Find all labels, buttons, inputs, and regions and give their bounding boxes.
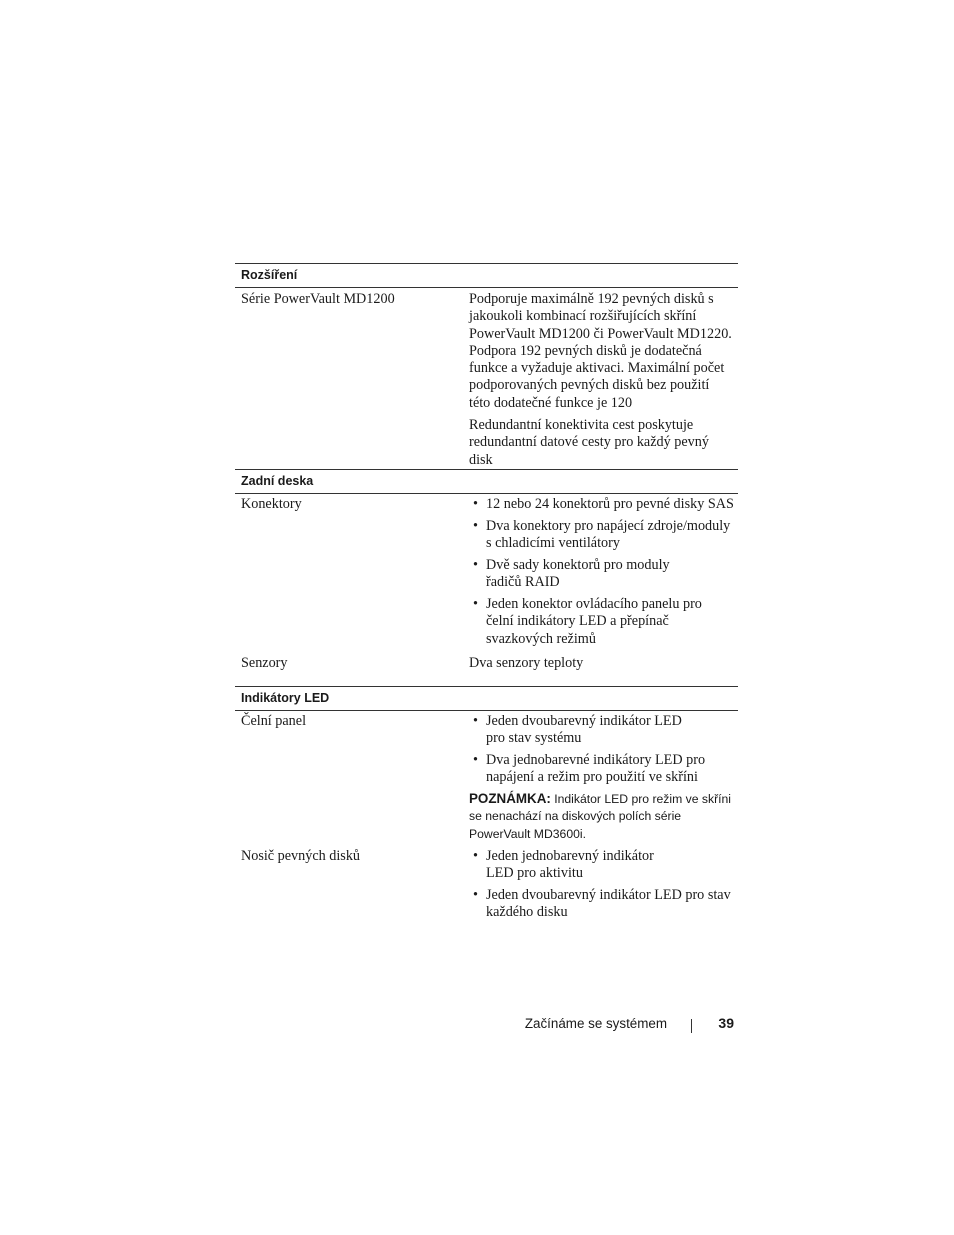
spec-row: [235, 494, 738, 652]
list-item: • Jeden dvoubarevný indikátor LED pro stav systému: [473, 713, 682, 747]
spec-value: [469, 496, 738, 652]
footer-divider: [691, 1019, 692, 1033]
spec-paragraph: Podporuje maximálně 192 pevných disků s jakoukoli kombinací rozšiřujících skříní PowerVault MD1200 či PowerVault MD1220. Podpora 192 pevných disků je dodatečná funkce a vyžaduje aktivaci. Maximální počet podporovaných pevných disků bez použití této dodatečné funkce je 120: [469, 291, 732, 411]
page-footer: [0, 1014, 954, 1036]
spec-label: Série PowerVault MD1200: [241, 291, 395, 307]
spec-value: [469, 291, 738, 474]
spec-row: [235, 288, 738, 474]
spec-label: Konektory: [241, 496, 302, 512]
spec-paragraph: Redundantní konektivita cest poskytuje redundantní datové cesty pro každý pevný disk: [469, 417, 709, 468]
list-item: • 12 nebo 24 konektorů pro pevné disky SAS: [473, 496, 734, 512]
list-item: • Dvě sady konektorů pro moduly řadičů RAID: [473, 556, 670, 591]
section-expansion: [235, 263, 738, 474]
bullet-list: [469, 848, 734, 922]
section-heading: Indikátory LED: [235, 686, 738, 711]
spec-value: [469, 713, 738, 843]
footer-title: Začínáme se systémem: [524, 1016, 667, 1031]
bullet-list: [469, 496, 734, 648]
bullet-list: [469, 713, 734, 787]
list-item: • Jeden konektor ovládacího panelu pro čelní indikátory LED a přepínač svazkových režimů: [473, 595, 702, 647]
section-heading: Rozšíření: [235, 263, 738, 288]
section-backplane: [235, 469, 738, 673]
spec-row: [235, 652, 738, 672]
spec-label: Čelní panel: [241, 713, 307, 729]
page-number: 39: [718, 1015, 734, 1031]
list-item: • Jeden dvoubarevný indikátor LED pro stav každého disku: [473, 887, 731, 921]
list-item: • Jeden jednobarevný indikátor LED pro aktivitu: [473, 848, 654, 882]
spec-row: [235, 711, 738, 843]
spec-row: [235, 843, 738, 926]
list-item: • Dva konektory pro napájecí zdroje/moduly s chladicími ventilátory: [473, 517, 731, 552]
spec-value: [469, 848, 738, 926]
note: [469, 790, 734, 843]
list-item: • Dva jednobarevné indikátory LED pro napájení a režim pro použití ve skříni: [473, 752, 706, 786]
section-led-indicators: [235, 686, 738, 926]
spec-label: Senzory: [241, 655, 288, 672]
note-label: POZNÁMKA:: [469, 791, 551, 807]
note-text: Indikátor LED pro režim ve skříni se nenachází na diskových polích série PowerVault MD3600i.: [469, 792, 731, 841]
spec-value: Dva senzory teploty: [469, 655, 584, 672]
spec-label: Nosič pevných disků: [241, 848, 361, 865]
section-heading: Zadní deska: [235, 469, 738, 494]
